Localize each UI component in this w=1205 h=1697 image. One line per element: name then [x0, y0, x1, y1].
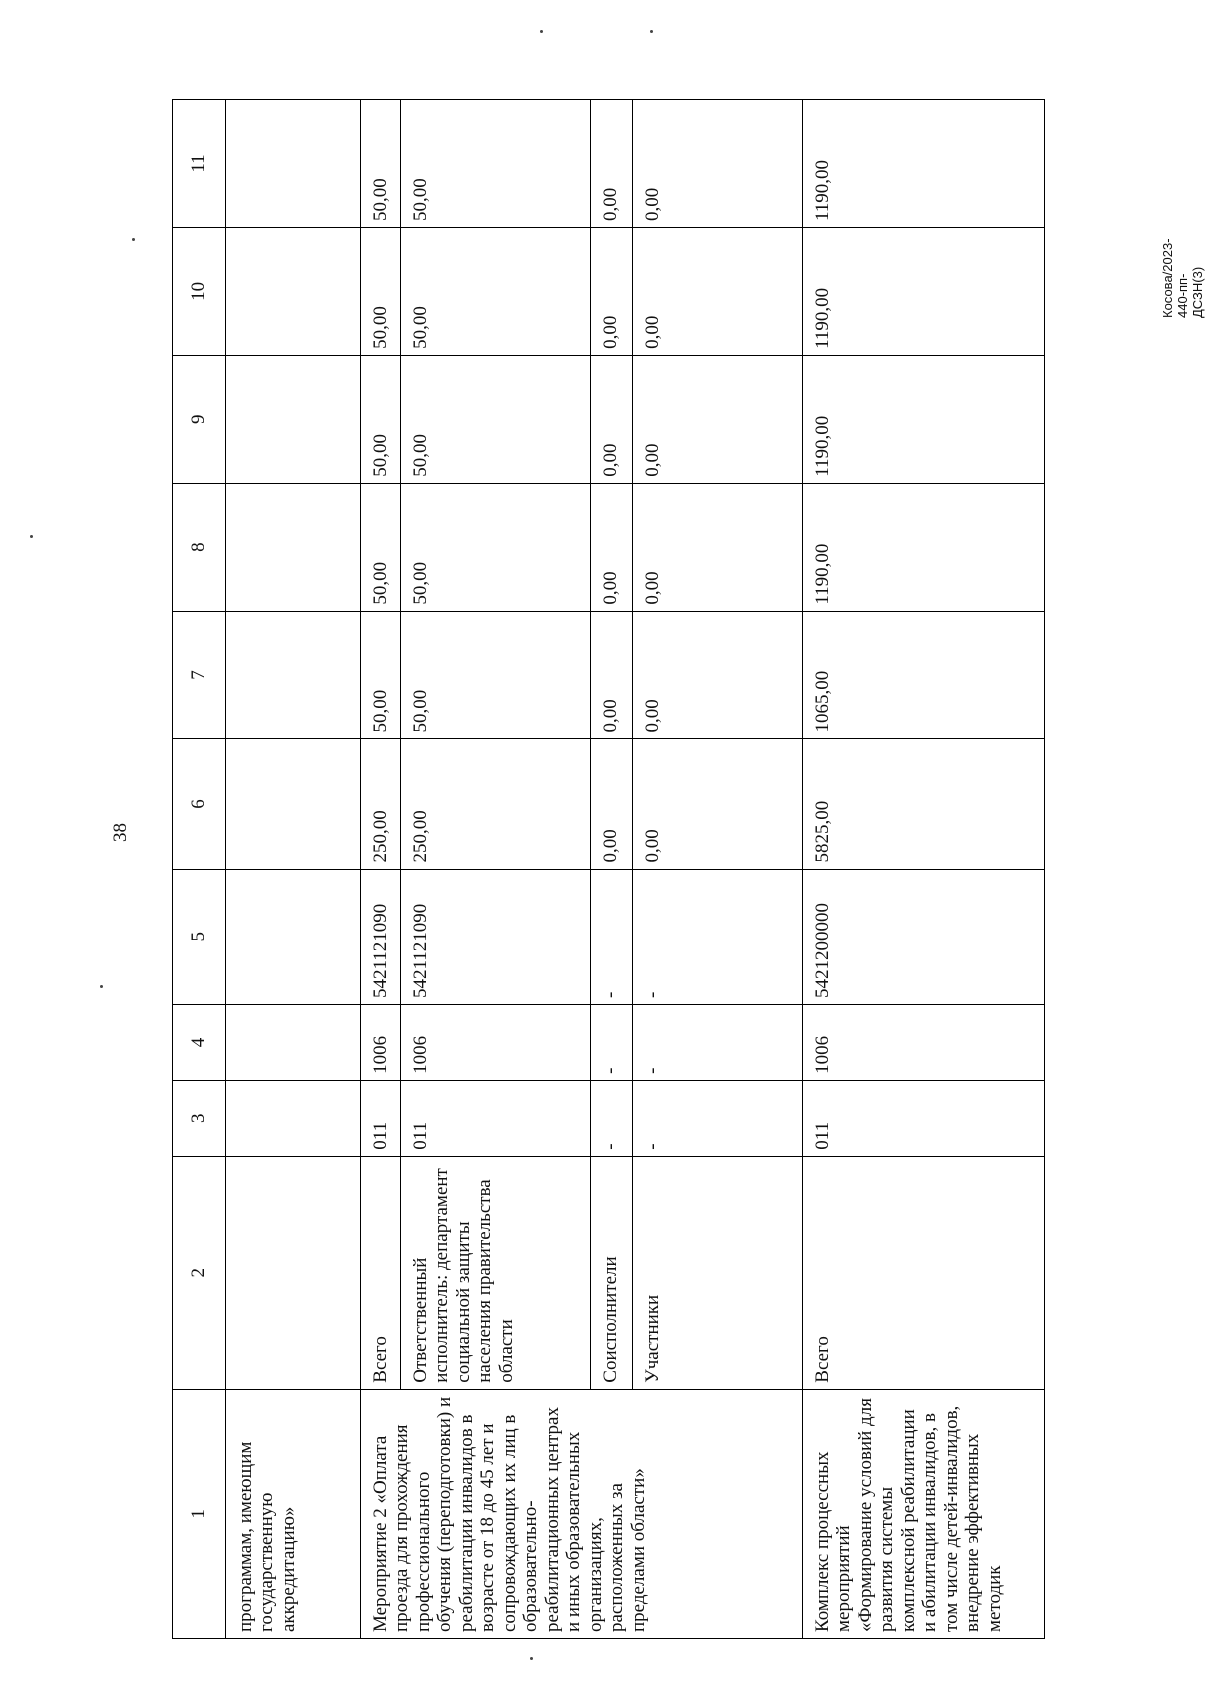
table-cell: 50,00 [401, 227, 591, 355]
table-cell: 1006 [401, 1005, 591, 1081]
scan-speck [650, 30, 653, 33]
table-cell: Ответственный исполнитель: департамент социальной защиты населения правительства области [401, 1156, 591, 1389]
table-cell: 011 [401, 1080, 591, 1156]
table-cell: 1190,00 [803, 100, 1045, 228]
table-cell: Соисполнители [591, 1156, 633, 1389]
table-cell: 50,00 [361, 227, 401, 355]
table-cell: 50,00 [361, 483, 401, 611]
activity-name-cell: программам, имеющим государственную аккредитацию» [226, 1389, 361, 1638]
table-cell: 50,00 [401, 611, 591, 739]
table-cell [226, 739, 361, 869]
header-cell: 5 [173, 869, 226, 1004]
table-cell: 0,00 [633, 483, 803, 611]
table-row [803, 100, 1045, 1639]
table-cell: 0,00 [591, 611, 633, 739]
table-cell: - [591, 869, 633, 1004]
column-number-row [173, 100, 226, 1639]
header-cell: 1 [173, 1389, 226, 1638]
scan-speck [540, 30, 543, 33]
table-cell: 1006 [803, 1005, 1045, 1081]
table-cell: 5421121090 [401, 869, 591, 1004]
table-cell [226, 100, 361, 228]
table-cell [226, 483, 361, 611]
scan-speck [100, 985, 103, 988]
activity-name-cell: Мероприятие 2 «Оплата проезда для прохождения профессионального обучения (переподготовки) и реабилитации инвалидов в возрасте от 18 до 45 лет и сопровождающих их лиц в образовательно-реабилитационных центрах и иных образовательных организациях, расположенных за пределами области» [361, 1389, 803, 1638]
table-cell: 50,00 [401, 355, 591, 483]
table-cell: 011 [803, 1080, 1045, 1156]
header-cell: 9 [173, 355, 226, 483]
table-cell: 0,00 [591, 483, 633, 611]
table-cell: 250,00 [361, 739, 401, 869]
table-cell: 011 [361, 1080, 401, 1156]
table-cell [226, 611, 361, 739]
table-cell: 50,00 [361, 100, 401, 228]
table-cell [226, 1156, 361, 1389]
rotated-table-container [172, 99, 1116, 1639]
table-cell: 50,00 [361, 355, 401, 483]
table-cell [226, 869, 361, 1004]
header-cell: 7 [173, 611, 226, 739]
table-cell: Участники [633, 1156, 803, 1389]
page-number: 38 [110, 823, 131, 842]
table-cell: 1065,00 [803, 611, 1045, 739]
header-cell: 6 [173, 739, 226, 869]
table-cell: 0,00 [633, 739, 803, 869]
header-cell: 2 [173, 1156, 226, 1389]
scan-speck [30, 535, 33, 538]
table-cell: 0,00 [633, 227, 803, 355]
table-cell: 1006 [361, 1005, 401, 1081]
table-row [226, 100, 361, 1639]
program-table [172, 99, 1045, 1639]
table-cell: 0,00 [633, 355, 803, 483]
table-cell: 0,00 [591, 227, 633, 355]
table-cell: 250,00 [401, 739, 591, 869]
header-cell: 10 [173, 227, 226, 355]
scan-speck [530, 1657, 533, 1660]
activity-name-cell: Комплекс процессных мероприятий «Формирование условий для развития системы комплексной реабилитации и абилитации инвалидов, в том числе детей-инвалидов, внедрение эффективных методик [803, 1389, 1045, 1638]
table-cell: 5421200000 [803, 869, 1045, 1004]
table-cell: 0,00 [633, 611, 803, 739]
table-cell: - [633, 1080, 803, 1156]
header-cell: 11 [173, 100, 226, 228]
table-cell: 1190,00 [803, 483, 1045, 611]
scan-speck [132, 238, 135, 241]
table-cell: 5825,00 [803, 739, 1045, 869]
table-cell [226, 355, 361, 483]
table-cell: 0,00 [591, 100, 633, 228]
table-cell: 0,00 [633, 100, 803, 228]
table-cell: 50,00 [361, 611, 401, 739]
header-cell: 4 [173, 1005, 226, 1081]
header-cell: 8 [173, 483, 226, 611]
table-cell: - [633, 1005, 803, 1081]
table-cell [226, 1080, 361, 1156]
table-cell: - [633, 869, 803, 1004]
table-cell: 5421121090 [361, 869, 401, 1004]
table-cell: - [591, 1080, 633, 1156]
table-cell [226, 1005, 361, 1081]
table-cell: - [591, 1005, 633, 1081]
table-cell: 0,00 [591, 739, 633, 869]
table-cell [226, 227, 361, 355]
table-cell: 1190,00 [803, 227, 1045, 355]
table-cell: Всего [361, 1156, 401, 1389]
table-cell: 1190,00 [803, 355, 1045, 483]
table-cell: 50,00 [401, 100, 591, 228]
document-code: Косова/2023-440-пп-ДСЗН(3) [1160, 238, 1205, 318]
table-cell: 0,00 [591, 355, 633, 483]
table-cell: Всего [803, 1156, 1045, 1389]
table-row [361, 100, 401, 1639]
header-cell: 3 [173, 1080, 226, 1156]
table-cell: 50,00 [401, 483, 591, 611]
